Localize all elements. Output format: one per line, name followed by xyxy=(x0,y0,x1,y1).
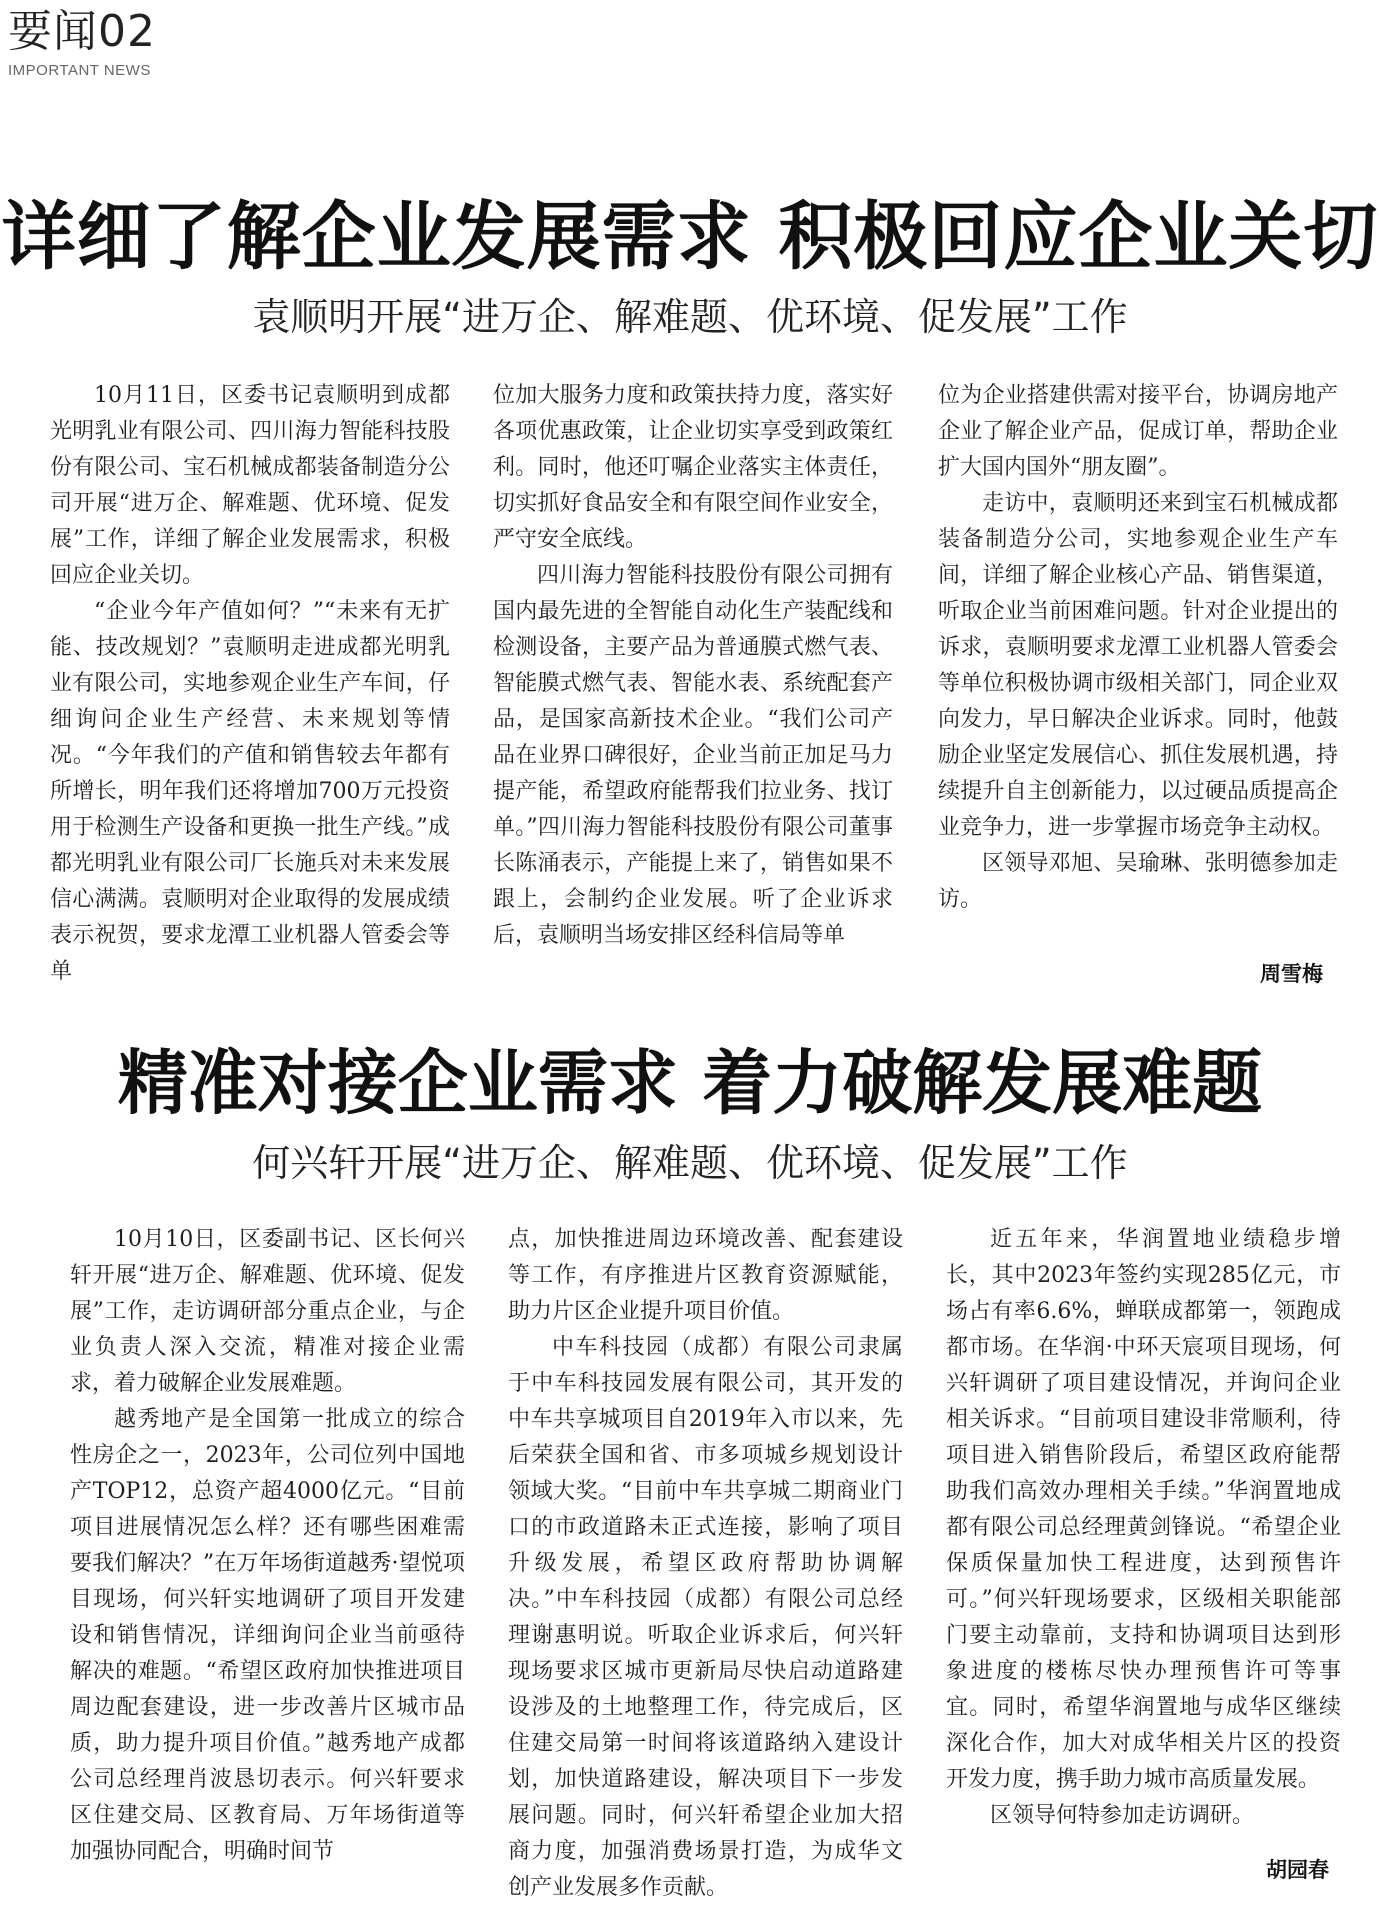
article2-column-2 xyxy=(508,1222,903,1906)
article2-column-1 xyxy=(70,1222,465,1870)
article2-headline: 精准对接企业需求 着力破解发展难题 xyxy=(117,1042,1263,1124)
paragraph: 点，加快推进周边环境改善、配套建设等工作，有序推进片区教育资源赋能，助力片区企业提升项目价值。 xyxy=(508,1227,903,1324)
section-title: 要闻02 xyxy=(8,6,156,57)
article1-headline: 详细了解企业发展需求 积极回应企业关切 xyxy=(1,194,1379,280)
article2-column-3 xyxy=(946,1222,1341,1834)
paragraph: 10月11日，区委书记袁顺明到成都光明乳业有限公司、四川海力智能科技股份有限公司、宝石机械成都装备制造分公司开展“进万企、解难题、优环境、促发展”工作，详细了解企业发展需求，积极回应企业关切。 xyxy=(50,383,450,588)
paragraph: 位为企业搭建供需对接平台，协调房地产企业了解企业产品，促成订单，帮助企业扩大国内国外“朋友圈”。 xyxy=(938,383,1338,480)
section-subtitle: IMPORTANT NEWS xyxy=(8,62,151,79)
paragraph: 10月10日，区委副书记、区长何兴轩开展“进万企、解难题、优环境、促发展”工作，走访调研部分重点企业，与企业负责人深入交流，精准对接企业需求，着力破解企业发展难题。 xyxy=(70,1227,465,1396)
article1-subhead: 袁顺明开展“进万企、解难题、优环境、促发展”工作 xyxy=(252,295,1128,339)
article2-subhead: 何兴轩开展“进万企、解难题、优环境、促发展”工作 xyxy=(252,1141,1128,1185)
article2-byline: 胡园春 xyxy=(1266,1858,1329,1882)
article1-column-2 xyxy=(493,378,893,954)
article1-byline: 周雪梅 xyxy=(1260,962,1323,986)
paragraph: 近五年来，华润置地业绩稳步增长，其中2023年签约实现285亿元，市场占有率6.6%，蝉联成都第一，领跑成都市场。在华润·中环天宸项目现场，何兴轩调研了项目建设情况，并询问企业相关诉求。“目前项目建设非常顺利，待项目进入销售阶段后，希望区政府能帮助我们高效办理相关手续。”华润置地成都有限公司总经理黄剑锋说。“希望企业保质保量加快工程进度，达到预售许可。”何兴轩现场要求，区级相关职能部门要主动靠前，支持和协调项目达到形象进度的楼栋尽快办理预售许可等事宜。同时，希望华润置地与成华区继续深化合作，加大对成华相关片区的投资开发力度，携手助力城市高质量发展。 xyxy=(946,1227,1341,1792)
paragraph: “企业今年产值如何？”“未来有无扩能、技改规划？”袁顺明走进成都光明乳业有限公司，实地参观企业生产车间，仔细询问企业生产经营、未来规划等情况。“今年我们的产值和销售较去年都有所增长，明年我们还将增加700万元投资用于检测生产设备和更换一批生产线。”成都光明乳业有限公司厂长施兵对未来发展信心满满。袁顺明对企业取得的发展成绩表示祝贺，要求龙潭工业机器人管委会等单 xyxy=(50,599,450,984)
article1-column-3 xyxy=(938,378,1338,918)
section-tag xyxy=(8,8,156,79)
paragraph: 越秀地产是全国第一批成立的综合性房企之一，2023年，公司位列中国地产TOP12，总资产超4000亿元。“目前项目进展情况怎么样？还有哪些困难需要我们解决？”在万年场街道越秀·望悦项目现场，何兴轩实地调研了项目开发建设和销售情况，详细询问企业当前亟待解决的难题。“希望区政府加快推进项目周边配套建设，进一步改善片区城市品质，助力提升项目价值。”越秀地产成都公司总经理肖波恳切表示。何兴轩要求区住建交局、区教育局、万年场街道等加强协同配合，明确时间节 xyxy=(70,1407,465,1864)
article1-column-1 xyxy=(50,378,450,990)
paragraph: 区领导邓旭、吴瑜琳、张明德参加走访。 xyxy=(938,851,1338,912)
paragraph: 走访中，袁顺明还来到宝石机械成都装备制造分公司，实地参观企业生产车间，详细了解企业核心产品、销售渠道，听取企业当前困难问题。针对企业提出的诉求，袁顺明要求龙潭工业机器人管委会等单位积极协调市级相关部门，同企业双向发力，早日解决企业诉求。同时，他鼓励企业坚定发展信心、抓住发展机遇，持续提升自主创新能力，以过硬品质提高企业竞争力，进一步掌握市场竞争主动权。 xyxy=(938,491,1338,840)
paragraph: 位加大服务力度和政策扶持力度，落实好各项优惠政策，让企业切实享受到政策红利。同时，他还叮嘱企业落实主体责任，切实抓好食品安全和有限空间作业安全，严守安全底线。 xyxy=(493,383,893,552)
paragraph: 区领导何特参加走访调研。 xyxy=(990,1803,1255,1828)
paragraph: 中车科技园（成都）有限公司隶属于中车科技园发展有限公司，其开发的中车共享城项目自2019年入市以来，先后荣获全国和省、市多项城乡规划设计领域大奖。“目前中车共享城二期商业门口的市政道路未正式连接，影响了项目升级发展，希望区政府帮助协调解决。”中车科技园（成都）有限公司总经理谢惠明说。听取企业诉求后，何兴轩现场要求区城市更新局尽快启动道路建设涉及的土地整理工作，待完成后，区住建交局第一时间将该道路纳入建设计划，加快道路建设，解决项目下一步发展问题。同时，何兴轩希望企业加大招商力度，加强消费场景打造，为成华文创产业发展多作贡献。 xyxy=(508,1335,903,1900)
paragraph: 四川海力智能科技股份有限公司拥有国内最先进的全智能自动化生产装配线和检测设备，主要产品为普通膜式燃气表、智能膜式燃气表、智能水表、系统配套产品，是国家高新技术企业。“我们公司产品在业界口碑很好，企业当前正加足马力提产能，希望政府能帮我们拉业务、找订单。”四川海力智能科技股份有限公司董事长陈涌表示，产能提上来了，销售如果不跟上，会制约企业发展。听了企业诉求后，袁顺明当场安排区经科信局等单 xyxy=(493,563,893,948)
